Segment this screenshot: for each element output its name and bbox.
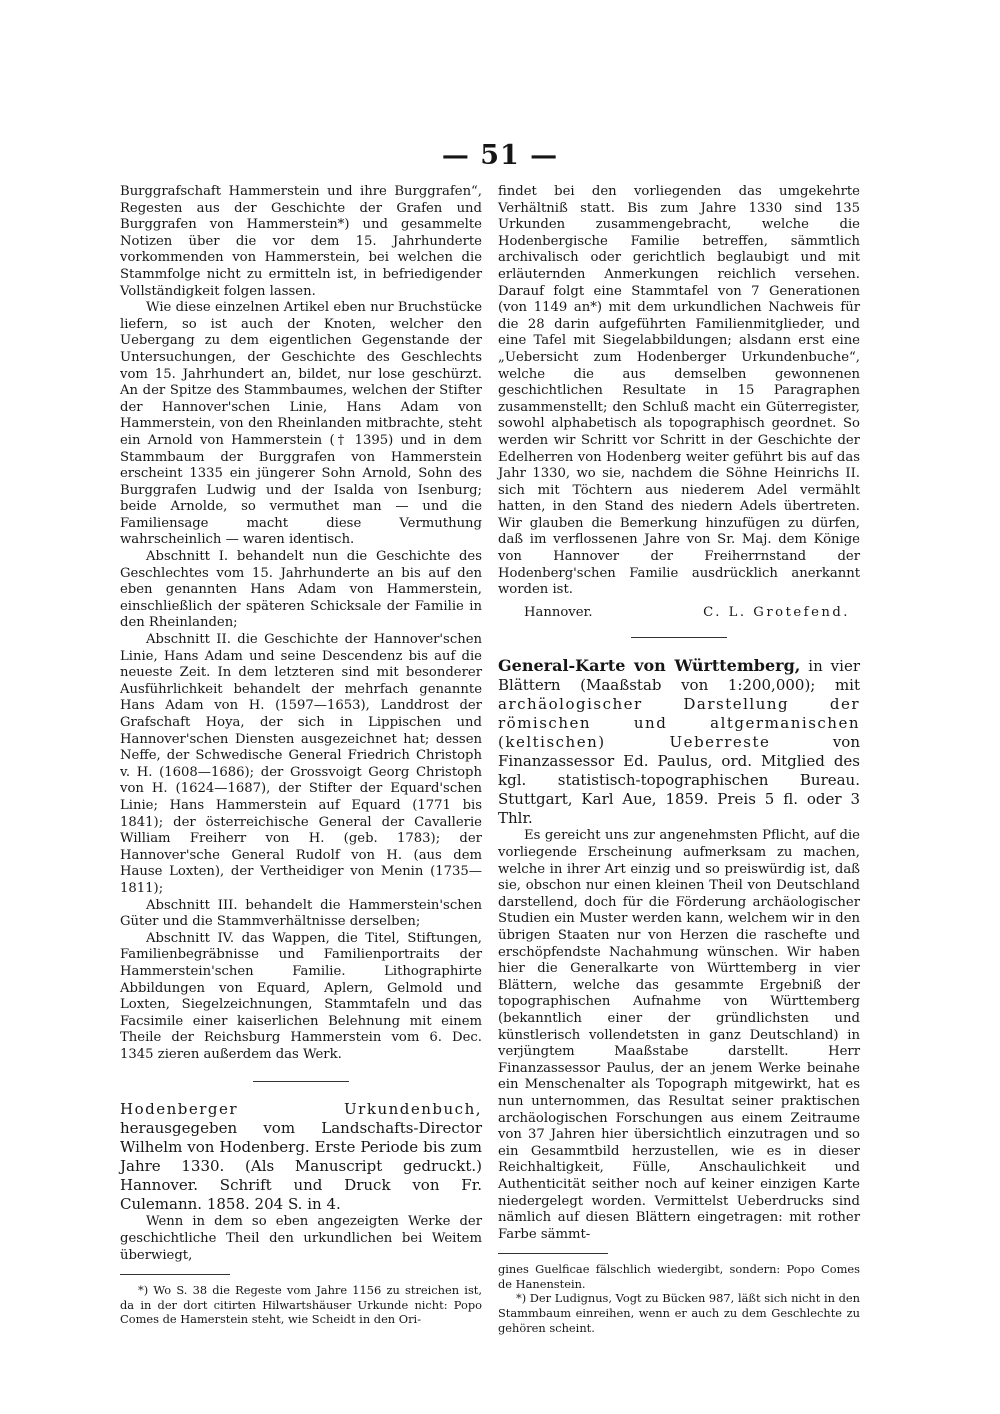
review-title-hodenberg [120,1100,482,1214]
review-title-hodenberg-rest: herausgegeben vom Landschafts-Director Wilhelm von Hodenberg. Erste Periode bis zum Jahre 1330. (Als Manuscript gedruckt.) Hannover. Schrift und Druck von Fr. Culemann. 1858. 204 S. in 4. [120,1119,482,1214]
signature [498,605,860,622]
footnote-left [120,1283,482,1327]
page-number: — 51 — [441,140,559,171]
left-paragraph-4: Abschnitt II. die Geschichte der Hannover'schen Linie, Hans Adam und seine Descendenz bis auf die neueste Zeit. In dem letzteren sind mit besonderer Ausführlichkeit behandelt der mehrfach genannte Hans Adam von H. (1597—1653), Landdrost der Grafschaft Hoya, der sich in Lippischen und Hannover'schen Diensten ausgezeichnet hat; dessen Neffe, der Schwedische General Friedrich Christoph v. H. (1608—1686); der Grossvoigt Georg Christoph von H. (1624—1687), der Stifter der Equard'schen Linie; Hans Hammerstein auf Equard (1771 bis 1841); der österreichische General der Cavallerie William Freiherr von H. (geb. 1783); der Hannover'sche General Rudolf von H. (aus dem Hause Loxten), der Vertheidiger von Menin (1735—1811); [120,632,482,896]
left-paragraph-2: Wie diese einzelnen Artikel eben nur Bruchstücke liefern, so ist auch der Knoten, welcher den Uebergang zu dem eigentlichen Gegenstande der Untersuchungen, der Geschichte des Geschlechts vom 15. Jahrhundert an, bildet, nur lose geschürzt. An der Spitze des Stammbaumes, welchen der Stifter der Hannover'schen Linie, Hans Adam von Hammerstein, von den Rheinlanden mitbrachte, steht ein Arnold von Hammerstein († 1395) und in dem Stammbaum der Burggrafen von Hammerstein erscheint 1335 ein jüngerer Sohn Arnold, Sohn des Burggrafen Ludwig und der Isalda von Isenburg; beide Arnolde, so vermuthet man — und die Familiensage macht diese Vermuthung wahrscheinlich — waren identisch. [120,300,482,548]
footnote-rule-right [498,1253,608,1254]
footnote-rule-left [120,1274,230,1275]
review-paragraph-hodenberg: Wenn in dem so eben angezeigten Werke der geschichtliche Theil den urkundlichen bei Weitem überwiegt, [120,1214,482,1263]
footnote-right-text: *) Der Ludignus, Vogt zu Bücken 987, läßt sich nicht in den Stammbaum einreihen, wenn er auch zu dem Geschlechte zu gehören scheint. [498,1291,860,1335]
right-column [498,184,860,1335]
left-column [120,184,482,1327]
section-divider-right [631,637,727,638]
review-title-wuerttemberg-main: General-Karte von Württemberg, [498,656,801,676]
left-paragraph-1: Burggrafschaft Hammerstein und ihre Burggrafen“, Regesten aus der Geschichte der Grafen und Burggrafen von Hammerstein*) und gesammelte Notizen über die vor dem 15. Jahrhunderte vorkommenden von Hammerstein, bei welchen die Stammfolge nicht zu ermitteln ist, in befriedigender Vollständigkeit folgen lassen. [120,184,482,299]
review-title-wuerttemberg-rest1: in vier Blättern (Maaßstab von 1:200,000); mit [498,657,860,695]
right-paragraph-1: findet bei den vorliegenden das umgekehrte Verhältniß statt. Bis zum Jahre 1330 sind 135 Urkunden zusammengebracht, welche die Hodenbergische Familie betreffen, sämmtlich archivalisch oder gerichtlich beglaubigt und mit erläuternden Anmerkungen reichlich versehen. Darauf folgt eine Stammtafel von 7 Generationen (von 1149 an*) mit dem urkundlichen Nachweis für die 28 darin aufgeführten Familienmitglieder, und eine Tafel mit Siegelabbildungen; alsdann erst eine „Uebersicht zum Hodenberger Urkundenbuche“, welche die aus demselben gewonnenen geschichtlichen Resultate in 15 Paragraphen zusammenstellt; den Schluß macht ein Güterregister, sowohl alphabetisch als topographisch geordnet. So werden wir Schritt vor Schritt in der Geschichte der Edelherren von Hodenberg weiter geführt bis auf das Jahr 1330, wo sie, nachdem die Söhne Heinrichs II. sich mit Töchtern aus niederem Adel vermählt hatten, in den Stand des niedern Adels übertreten. Wir glauben die Bemerkung hinzufügen zu dürfen, daß im verflossenen Jahre von Sr. Maj. dem Könige von Hannover der Freiherrnstand der Hodenberg'schen Familie ausdrücklich anerkannt worden ist. [498,184,860,598]
footnote-continuation: gines Guelficae fälschlich wiedergibt, sondern: Popo Comes de Hanenstein. [498,1262,860,1291]
left-paragraph-3: Abschnitt I. behandelt nun die Geschichte des Geschlechtes vom 15. Jahrhunderte an bis auf den eben genannten Hans Adam von Hammerstein, einschließlich der späteren Schicksale der Familie in den Rheinlanden; [120,549,482,631]
left-paragraph-6: Abschnitt IV. das Wappen, die Titel, Stiftungen, Familienbegräbnisse und Familienportraits der Hammerstein'schen Familie. Lithographirte Abbildungen von Equard, Aplern, Gelmold und Loxten, Siegelzeichnungen, Stammtafeln und das Facsimile einer kaiserlichen Belehnung mit einem Theile der Reichsburg Hammerstein vom 6. Dec. 1345 zieren außerdem das Werk. [120,930,482,1062]
review-title-wuerttemberg-rest2: von Finanzassessor Ed. Paulus, ord. Mitglied des kgl. statistisch-topographischen Bureau. Stuttgart, Karl Aue, 1859. Preis 5 fl. oder 3 Thlr. [498,733,860,828]
signature-name: C. L. Grotefend. [703,604,850,620]
right-paragraph-2: Es gereicht uns zur angenehmsten Pflicht, auf die vorliegende Erscheinung aufmerksam zu machen, welche in ihrer Art einzig und so preiswürdig ist, daß sie, obschon nur einen kleinen Theil von Deutschland darstellend, doch für die Förderung archäologischer Studien ein Muster werden kann, welchem wir in den übrigen Staaten nur von Herzen die raschefte und erschöpfendste Nachahmung wünschen. Wir haben hier die Generalkarte von Württemberg in vier Blättern, welche das gesammte Ergebniß der topographischen Aufnahme von Württemberg (bekanntlich einer der gründlichsten und künstlerisch vollendetsten in ganz Deutschland) in verjüngtem Maaßstabe darstellt. Herr Finanzassessor Paulus, der an jenem Werke beinahe ein Menschenalter als Topograph mitgewirkt, hat es nun unternommen, das Resultat seiner praktischen archäologischen Forschungen aus einem Zeitraume von 37 Jahren hier übersichtlich einzutragen und so ein Gesammtbild herzustellen, wie es in dieser Reichhaltigkeit, Fülle, Anschaulichkeit und Authenticität seither noch auf keiner einzigen Karte niedergelegt worden. Vermittelst Ueberdrucks sind nämlich auf diesen Blättern eingetragen: mit rother Farbe sämmt- [498,828,860,1242]
signature-place: Hannover. [524,604,593,620]
section-divider-left [253,1081,349,1082]
review-title-hodenberg-main: Hodenberger Urkundenbuch, [120,1100,482,1119]
review-title-wuerttemberg-spaced: archäologischer Darstellung der römischen und altgermanischen (keltischen) Ueberreste [498,695,860,752]
footnote-right [498,1262,860,1335]
left-paragraph-5: Abschnitt III. behandelt die Hammerstein'schen Güter und die Stammverhältnisse derselben; [120,897,482,930]
footnote-left-text: *) Wo S. 38 die Regeste vom Jahre 1156 zu streichen ist, da in der dort citirten Hilwartshäuser Urkunde nicht: Popo Comes de Hamerstein steht, wie Scheidt in den Ori- [120,1283,482,1327]
review-title-wuerttemberg [498,656,860,828]
